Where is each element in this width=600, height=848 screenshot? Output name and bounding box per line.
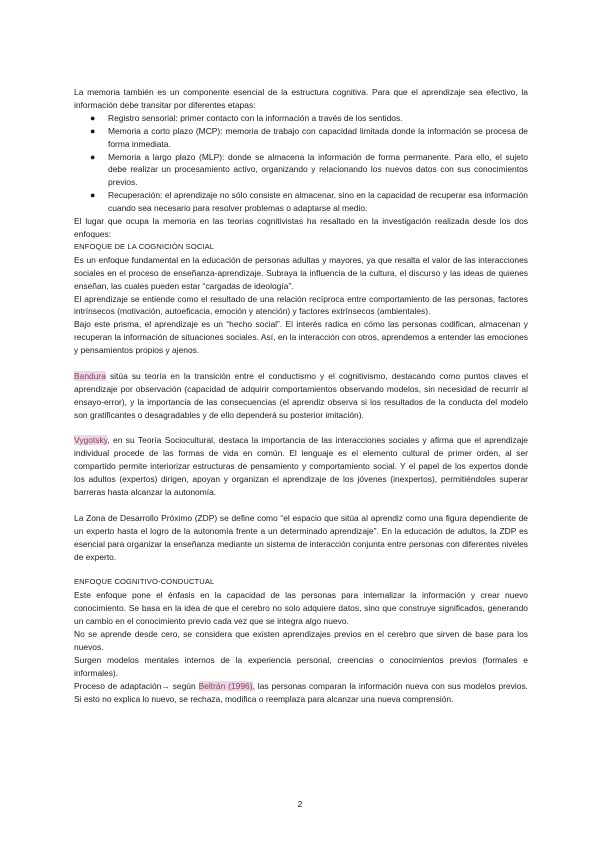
cognitive-behavioral-paragraph-3: Surgen modelos mentales internos de la experiencia personal, creencias o conocimientos previos (formales e informales). — [74, 654, 528, 678]
bullet-icon: ● — [90, 112, 96, 123]
vygotsky-paragraph: Vygotsky, en su Teoría Sociocultural, destaca la importancia de las interacciones sociales y afirma que el aprendizaje individual procede de las formas de vida en común. El lenguaje es el elemento cultural de primer orden, al ser compartido permite interiorizar estructuras de pensamiento y comportamiento social. Y el papel de los expertos donde los adultos (expertos) dirigen, apoyan y organizan el aprendizaje de los jóvenes (inexpertos), permitiéndoles superar barreras hasta alcanzar la autonomía. — [74, 435, 528, 498]
bullet-icon: ● — [90, 125, 96, 136]
social-cognition-paragraph-2: El aprendizaje se entiende como el resultado de una relación recíproca entre comportamiento de las personas, factores intrínsecos (motivación, autoeficacia, emoción y atención) y factores extrínsecos (ambientales). — [74, 293, 528, 317]
bullet-icon: ● — [90, 151, 96, 162]
bandura-paragraph: Bandura sitúa su teoría en la transición entre el conductismo y el cognitivismo, destacando como puntos claves el aprendizaje por observación (capacidad de adquirir comportamientos observando modelos, sin necesidad de recurrir al ensayo-error), y la importancia de las consecuencias (el aprendiz observa si los resultados de la conducta del modelo son gratificantes o desagradables y de ello dependerá su posterior imitación). — [74, 370, 528, 420]
memory-stages-list — [74, 112, 528, 215]
cognitive-behavioral-paragraph-2: No se aprende desde cero, se considera que existen aprendizajes previos en el cerebro que sirven de base para los nuevos. — [74, 629, 528, 652]
bullet-icon: ● — [90, 190, 96, 201]
list-item: ● Memoria a corto plazo (MCP): memoria de trabajo con capacidad limitada donde la información se procesa de forma inmediata. — [90, 125, 528, 149]
intro-paragraph: La memoria también es un componente esencial de la estructura cognitiva. Para que el aprendizaje sea efectivo, la información debe transitar por diferentes etapas: — [74, 87, 528, 110]
beltran-highlight: Beltrán (1996) — [198, 680, 253, 691]
social-cognition-paragraph-3: Bajo este prisma, el aprendizaje es un “hecho social”. El interés radica en cómo las personas codifican, almacenan y recuperan la información de situaciones sociales. Así, en la interacción con otros, aprendemos a entender las emociones y pensamientos propios y ajenos. — [74, 319, 528, 356]
zdp-paragraph: La Zona de Desarrollo Próximo (ZDP) se define como “el espacio que sitúa al aprendiz como una figura dependiente de un experto hasta el logro de la autonomía frente a un determinado aprendizaje”. En la educación de adultos, la ZDP es esencial para organizar la enseñanza mediante un sistema de interacción conjunta entre personas con diferentes niveles de experto. — [74, 512, 528, 562]
section-heading-social-cognition: ENFOQUE DE LA COGNICIÓN SOCIAL — [74, 241, 215, 251]
memory-place-paragraph: El lugar que ocupa la memoria en las teorías cognitivistas ha resaltado en la investigación realizada desde los dos enfoques: — [74, 216, 528, 239]
paragraph-gap — [74, 563, 528, 576]
paragraph-gap — [74, 499, 528, 512]
page-number: 2 — [297, 799, 303, 809]
list-item: ● Memoria a largo plazo (MLP): donde se almacena la información de forma permanente. Para ello, el sujeto debe realizar un procesamiento activo, organizando y relacionando los nuevos datos con sus conocimientos previos. — [90, 151, 528, 188]
social-cognition-paragraph-1: Es un enfoque fundamental en la educación de personas adultas y mayores, ya que resalta el valor de las interacciones sociales en el proceso de enseñanza-aprendizaje. Subraya la influencia de la cultura, el discurso y las ideas de quienes enseñan, las cuales pueden estar “cargadas de ideología”. — [74, 254, 528, 291]
document-page — [74, 86, 528, 705]
bandura-highlight: Bandura — [74, 370, 106, 381]
section-heading-cognitive-behavioral: ENFOQUE COGNITIVO-CONDUCTUAL — [74, 577, 215, 587]
list-item: ● Registro sensorial: primer contacto con la información a través de los sentidos. — [90, 112, 403, 123]
paragraph-gap — [74, 357, 528, 370]
vygotsky-highlight: Vygotsky — [74, 435, 108, 446]
paragraph-gap — [74, 422, 528, 435]
list-item: ● Recuperación: el aprendizaje no sólo consiste en almacenar, sino en la capacidad de recuperar esa información cuando sea necesario para resolver problemas o adaptarse al medio. — [90, 190, 528, 214]
cognitive-behavioral-paragraph-1: Este enfoque pone el énfasis en la capacidad de las personas para internalizar la información y crear nuevo conocimiento. Se basa en la idea de que el cerebro no solo adquiere datos, sino que construye significados, generando un cambio en el conocimiento previo cada vez que se integra algo nuevo. — [74, 590, 528, 627]
adaptation-paragraph: Proceso de adaptación→ según Beltrán (1996), las personas comparan la información nueva con sus modelos previos. Si esto no explica lo nuevo, se rechaza, modifica o reemplaza para alcanzar una nueva comprensión. — [74, 680, 529, 704]
